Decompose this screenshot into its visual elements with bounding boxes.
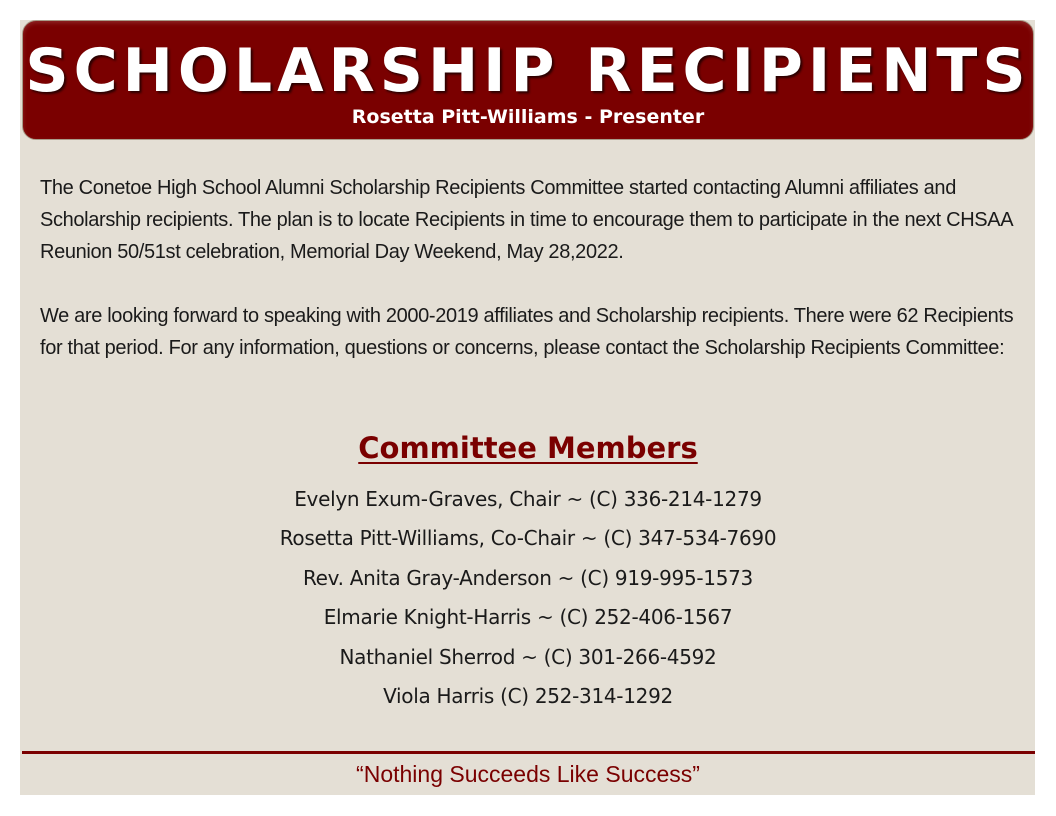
footer-motto: “Nothing Succeeds Like Success”: [356, 761, 700, 787]
committee-member-list: [0, 480, 1056, 716]
committee-member: Rosetta Pitt-Williams, Co-Chair ~ (C) 347-534-7690: [279, 526, 777, 551]
committee-member: Evelyn Exum-Graves, Chair ~ (C) 336-214-1279: [294, 487, 762, 511]
committee-heading: Committee Members: [358, 431, 698, 465]
committee-member: Viola Harris (C) 252-314-1292: [383, 683, 673, 708]
page-title: SCHOLARSHIP RECIPIENTS: [25, 36, 1031, 106]
contact-paragraph: We are looking forward to speaking with 2000-2019 affiliates and Scholarship recipients. There were 62 Recipients for that period. For any information, questions or concerns, please contact the Scholarship Recipients Committee:: [40, 305, 1014, 359]
committee-member: Elmarie Knight-Harris ~ (C) 252-406-1567: [323, 605, 733, 630]
intro-paragraph: The Conetoe High School Alumni Scholarship Recipients Committee started contacting Alumni affiliates and Scholarship recipients. The plan is to locate Recipients in time to encourage them to participate in the next CHSAA Reunion 50/51st celebration, Memorial Day Weekend, May 28,2022.: [40, 177, 1013, 263]
committee-member: Rev. Anita Gray-Anderson ~ (C) 919-995-1573: [302, 565, 753, 590]
title-banner: [22, 20, 1034, 140]
footer-divider: [22, 751, 1035, 754]
presenter-subtitle: Rosetta Pitt-Williams - Presenter: [351, 106, 705, 128]
committee-member: Nathaniel Sherrod ~ (C) 301-266-4592: [339, 644, 717, 669]
